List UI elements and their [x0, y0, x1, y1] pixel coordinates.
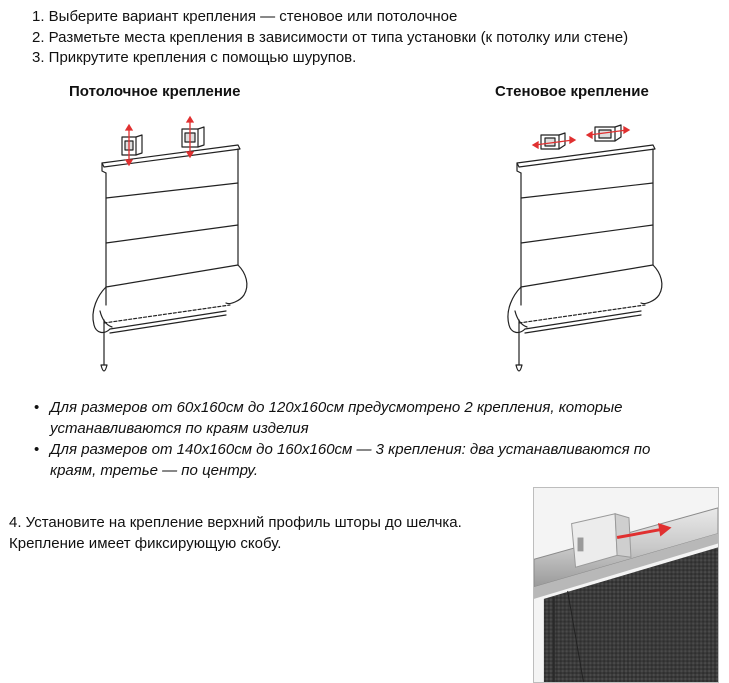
step-2: 2. Разметьте места крепления в зависимости от типа установки (к потолку или стене) — [32, 28, 629, 46]
ceiling-bracket-left — [122, 135, 142, 155]
step-4-line-2: Крепление имеет фиксирующую скобу. — [9, 535, 282, 552]
note-text: Для размеров от 60х160см до 120х160см предусмотрено 2 крепления, которые устанавливаются по краям изделия — [50, 399, 623, 437]
note-text: Для размеров от 140х160см до 160х160см — 3 крепления: два устанавливаются по краям, третье — по центру. — [50, 441, 651, 479]
note-item — [34, 439, 690, 481]
instruction-steps — [32, 7, 628, 69]
step-3: 3. Прикрутите крепления с помощью шурупов. — [32, 49, 357, 66]
ceiling-mount-title: Потолочное крепление — [69, 83, 241, 100]
note-item — [34, 397, 690, 439]
bullet-icon: • — [34, 399, 40, 416]
step-4 — [9, 512, 509, 554]
bullet-icon: • — [34, 441, 40, 458]
ceiling-bracket-right — [182, 127, 204, 147]
wall-mount-illustration — [495, 115, 670, 380]
ceiling-mount-illustration — [80, 115, 250, 380]
mount-count-notes — [34, 397, 690, 481]
step-4-line-1: 4. Установите на крепление верхний профиль шторы до шелчка. — [9, 514, 462, 531]
step-1: 1. Выберите вариант крепления — стеновое или потолочное — [32, 8, 458, 25]
rail-bracket-photo — [533, 487, 719, 683]
wall-mount-title: Стеновое крепление — [495, 83, 649, 100]
